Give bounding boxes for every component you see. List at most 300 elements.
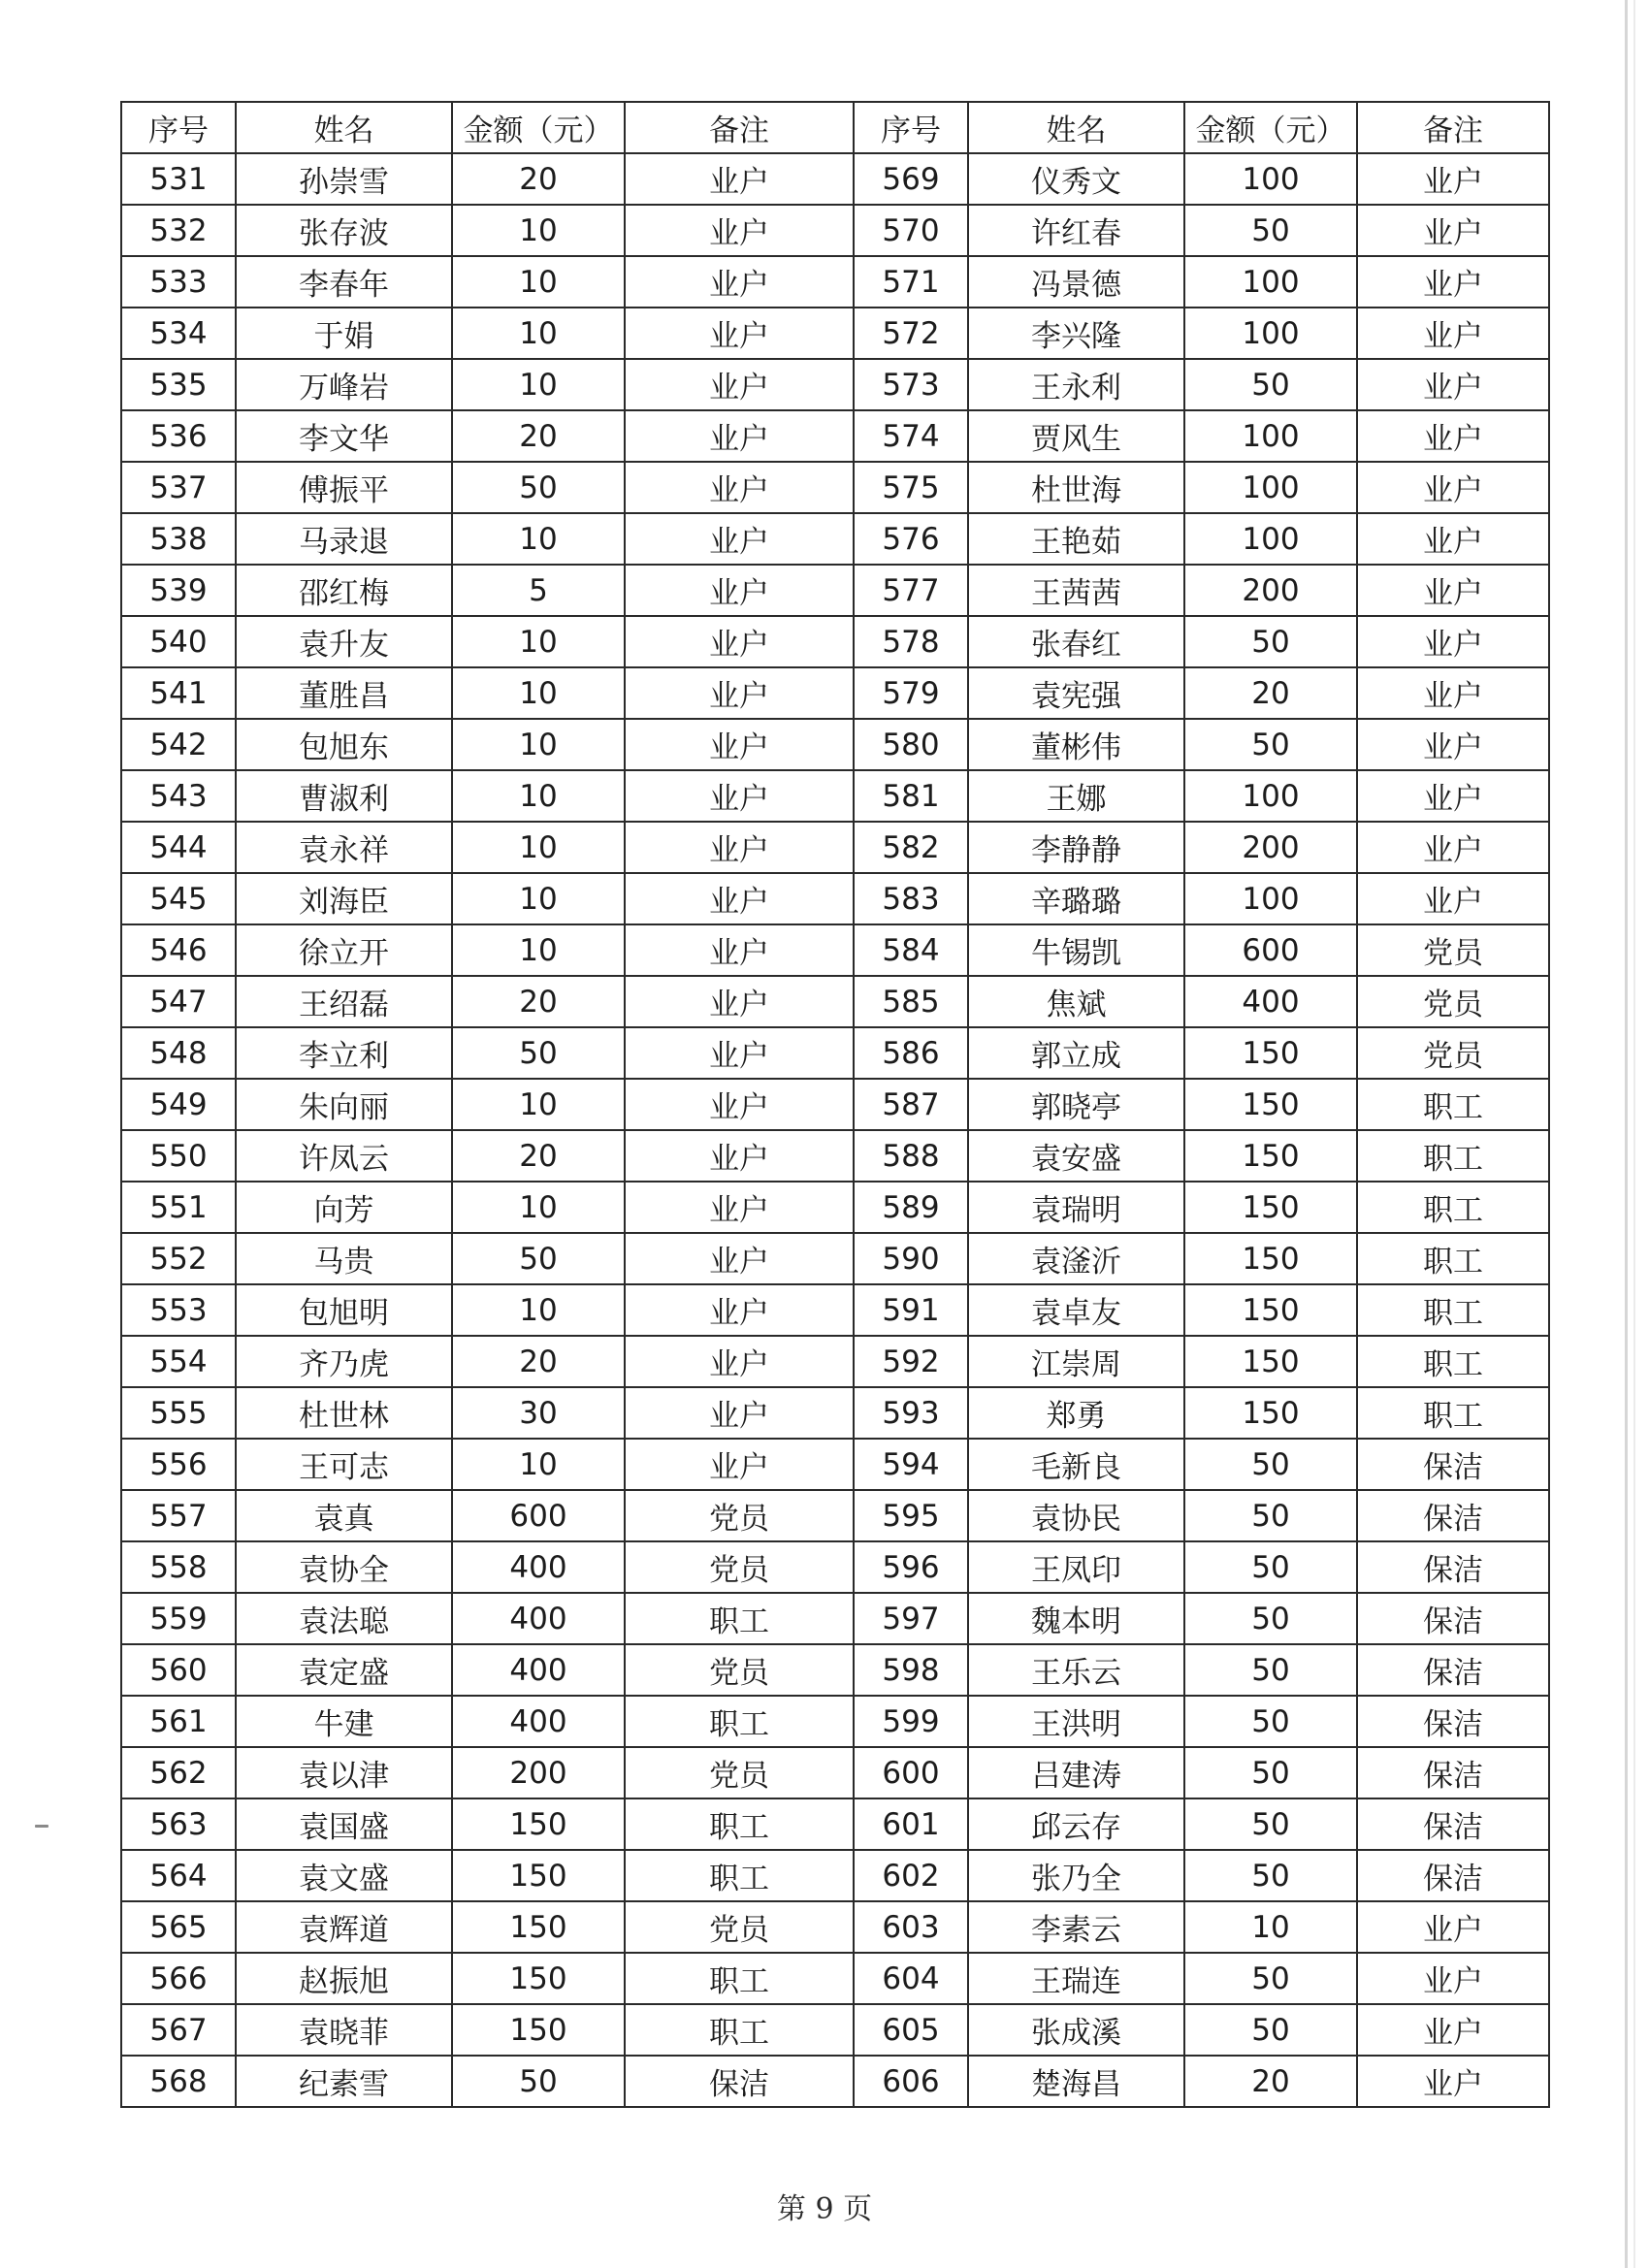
cell-seq-left: 540 — [121, 616, 236, 667]
cell-remark-right: 业户 — [1357, 153, 1549, 205]
header-seq-left: 序号 — [121, 102, 236, 153]
table-row — [121, 822, 1549, 873]
cell-remark-left: 业户 — [625, 1439, 854, 1490]
cell-seq-left: 545 — [121, 873, 236, 924]
cell-name-left: 于娟 — [236, 308, 452, 359]
cell-remark-right: 业户 — [1357, 308, 1549, 359]
cell-remark-right: 业户 — [1357, 770, 1549, 822]
table-row — [121, 1027, 1549, 1079]
cell-remark-right: 保洁 — [1357, 1696, 1549, 1747]
cell-seq-right: 580 — [854, 719, 968, 770]
table-row — [121, 924, 1549, 976]
cell-amount-left: 10 — [452, 873, 625, 924]
cell-amount-left: 50 — [452, 2056, 625, 2107]
cell-amount-right: 150 — [1184, 1079, 1357, 1130]
cell-seq-right: 573 — [854, 359, 968, 410]
cell-remark-right: 业户 — [1357, 565, 1549, 616]
cell-amount-right: 100 — [1184, 462, 1357, 513]
cell-seq-left: 531 — [121, 153, 236, 205]
cell-seq-right: 597 — [854, 1593, 968, 1644]
cell-seq-left: 542 — [121, 719, 236, 770]
table-row — [121, 2056, 1549, 2107]
cell-seq-right: 594 — [854, 1439, 968, 1490]
cell-name-left: 包旭明 — [236, 1284, 452, 1336]
cell-remark-right: 保洁 — [1357, 1798, 1549, 1850]
cell-name-right: 贾风生 — [968, 410, 1184, 462]
cell-amount-left: 10 — [452, 770, 625, 822]
cell-remark-left: 业户 — [625, 1130, 854, 1182]
cell-amount-left: 10 — [452, 1439, 625, 1490]
cell-amount-left: 10 — [452, 1284, 625, 1336]
cell-remark-left: 业户 — [625, 153, 854, 205]
table-row — [121, 1079, 1549, 1130]
cell-amount-right: 100 — [1184, 308, 1357, 359]
cell-remark-right: 业户 — [1357, 822, 1549, 873]
cell-amount-left: 400 — [452, 1541, 625, 1593]
cell-remark-left: 业户 — [625, 1284, 854, 1336]
table-row — [121, 410, 1549, 462]
cell-seq-right: 592 — [854, 1336, 968, 1387]
table-row — [121, 1850, 1549, 1901]
cell-amount-right: 150 — [1184, 1284, 1357, 1336]
table-row — [121, 976, 1549, 1027]
cell-amount-right: 100 — [1184, 513, 1357, 565]
cell-seq-right: 598 — [854, 1644, 968, 1696]
table-row — [121, 359, 1549, 410]
cell-seq-right: 588 — [854, 1130, 968, 1182]
cell-remark-left: 业户 — [625, 770, 854, 822]
cell-name-left: 牛建 — [236, 1696, 452, 1747]
cell-name-left: 邵红梅 — [236, 565, 452, 616]
cell-remark-left: 职工 — [625, 1850, 854, 1901]
cell-remark-left: 业户 — [625, 513, 854, 565]
cell-name-left: 向芳 — [236, 1182, 452, 1233]
cell-seq-left: 547 — [121, 976, 236, 1027]
cell-name-right: 王娜 — [968, 770, 1184, 822]
cell-name-left: 赵振旭 — [236, 1953, 452, 2004]
cell-remark-left: 职工 — [625, 1953, 854, 2004]
cell-seq-left: 560 — [121, 1644, 236, 1696]
cell-remark-right: 保洁 — [1357, 1490, 1549, 1541]
table-row — [121, 1284, 1549, 1336]
cell-name-right: 王永利 — [968, 359, 1184, 410]
cell-amount-right: 20 — [1184, 2056, 1357, 2107]
cell-seq-left: 568 — [121, 2056, 236, 2107]
cell-amount-right: 50 — [1184, 1953, 1357, 2004]
cell-seq-left: 539 — [121, 565, 236, 616]
cell-amount-left: 600 — [452, 1490, 625, 1541]
cell-remark-left: 业户 — [625, 308, 854, 359]
cell-amount-right: 50 — [1184, 1798, 1357, 1850]
scan-mark — [35, 1825, 48, 1828]
cell-name-right: 李素云 — [968, 1901, 1184, 1953]
cell-remark-right: 职工 — [1357, 1387, 1549, 1439]
table-row — [121, 1747, 1549, 1798]
cell-seq-right: 572 — [854, 308, 968, 359]
cell-seq-left: 559 — [121, 1593, 236, 1644]
cell-name-left: 袁真 — [236, 1490, 452, 1541]
cell-remark-left: 党员 — [625, 1644, 854, 1696]
cell-name-left: 傅振平 — [236, 462, 452, 513]
cell-name-right: 张乃全 — [968, 1850, 1184, 1901]
cell-seq-right: 578 — [854, 616, 968, 667]
table-row — [121, 1644, 1549, 1696]
cell-seq-left: 544 — [121, 822, 236, 873]
header-remark-right: 备注 — [1357, 102, 1549, 153]
cell-amount-right: 50 — [1184, 2004, 1357, 2056]
cell-seq-left: 534 — [121, 308, 236, 359]
cell-amount-right: 150 — [1184, 1130, 1357, 1182]
cell-name-right: 郑勇 — [968, 1387, 1184, 1439]
cell-amount-right: 150 — [1184, 1336, 1357, 1387]
table-row — [121, 1593, 1549, 1644]
cell-name-left: 袁永祥 — [236, 822, 452, 873]
cell-name-left: 袁辉道 — [236, 1901, 452, 1953]
header-seq-right: 序号 — [854, 102, 968, 153]
cell-amount-right: 200 — [1184, 565, 1357, 616]
cell-name-right: 李兴隆 — [968, 308, 1184, 359]
cell-amount-left: 150 — [452, 1798, 625, 1850]
cell-name-right: 邱云存 — [968, 1798, 1184, 1850]
cell-seq-left: 555 — [121, 1387, 236, 1439]
cell-remark-right: 保洁 — [1357, 1593, 1549, 1644]
cell-remark-right: 职工 — [1357, 1130, 1549, 1182]
cell-remark-left: 党员 — [625, 1490, 854, 1541]
cell-amount-left: 200 — [452, 1747, 625, 1798]
cell-seq-left: 551 — [121, 1182, 236, 1233]
table-row — [121, 1798, 1549, 1850]
cell-name-left: 张存波 — [236, 205, 452, 256]
cell-name-right: 仪秀文 — [968, 153, 1184, 205]
cell-seq-left: 566 — [121, 1953, 236, 2004]
cell-remark-right: 党员 — [1357, 924, 1549, 976]
cell-amount-right: 50 — [1184, 1593, 1357, 1644]
cell-amount-right: 100 — [1184, 770, 1357, 822]
cell-amount-right: 50 — [1184, 1439, 1357, 1490]
table-row — [121, 2004, 1549, 2056]
cell-amount-left: 10 — [452, 616, 625, 667]
cell-name-left: 许凤云 — [236, 1130, 452, 1182]
cell-amount-left: 20 — [452, 410, 625, 462]
cell-remark-left: 党员 — [625, 1747, 854, 1798]
cell-seq-left: 550 — [121, 1130, 236, 1182]
cell-amount-left: 10 — [452, 256, 625, 308]
cell-remark-right: 保洁 — [1357, 1747, 1549, 1798]
cell-name-left: 袁升友 — [236, 616, 452, 667]
cell-remark-left: 党员 — [625, 1541, 854, 1593]
cell-remark-left: 业户 — [625, 256, 854, 308]
table-row — [121, 1130, 1549, 1182]
cell-seq-left: 543 — [121, 770, 236, 822]
cell-name-right: 张春红 — [968, 616, 1184, 667]
cell-remark-left: 保洁 — [625, 2056, 854, 2107]
cell-amount-right: 100 — [1184, 410, 1357, 462]
cell-remark-left: 业户 — [625, 1182, 854, 1233]
cell-amount-right: 50 — [1184, 616, 1357, 667]
cell-amount-right: 50 — [1184, 1747, 1357, 1798]
cell-name-right: 袁瑞明 — [968, 1182, 1184, 1233]
cell-seq-right: 576 — [854, 513, 968, 565]
cell-remark-right: 业户 — [1357, 256, 1549, 308]
cell-amount-right: 50 — [1184, 1541, 1357, 1593]
header-name-left: 姓名 — [236, 102, 452, 153]
cell-name-right: 袁宪强 — [968, 667, 1184, 719]
table-row — [121, 1233, 1549, 1284]
donation-table — [120, 101, 1550, 2108]
cell-remark-left: 业户 — [625, 1027, 854, 1079]
cell-name-right: 吕建涛 — [968, 1747, 1184, 1798]
cell-seq-right: 604 — [854, 1953, 968, 2004]
cell-amount-left: 50 — [452, 462, 625, 513]
cell-remark-right: 业户 — [1357, 462, 1549, 513]
cell-amount-left: 400 — [452, 1593, 625, 1644]
cell-name-left: 马录退 — [236, 513, 452, 565]
table-row — [121, 770, 1549, 822]
cell-name-right: 毛新良 — [968, 1439, 1184, 1490]
cell-name-left: 刘海臣 — [236, 873, 452, 924]
header-name-right: 姓名 — [968, 102, 1184, 153]
cell-name-left: 万峰岩 — [236, 359, 452, 410]
cell-remark-right: 业户 — [1357, 719, 1549, 770]
cell-seq-right: 583 — [854, 873, 968, 924]
cell-amount-left: 150 — [452, 1850, 625, 1901]
cell-name-right: 江崇周 — [968, 1336, 1184, 1387]
cell-seq-left: 557 — [121, 1490, 236, 1541]
cell-remark-right: 党员 — [1357, 1027, 1549, 1079]
cell-seq-right: 591 — [854, 1284, 968, 1336]
table-row — [121, 513, 1549, 565]
cell-seq-right: 571 — [854, 256, 968, 308]
cell-remark-left: 业户 — [625, 616, 854, 667]
cell-amount-left: 150 — [452, 1901, 625, 1953]
cell-seq-right: 606 — [854, 2056, 968, 2107]
cell-remark-right: 职工 — [1357, 1284, 1549, 1336]
cell-name-left: 李文华 — [236, 410, 452, 462]
table-row — [121, 1901, 1549, 1953]
cell-remark-left: 职工 — [625, 1593, 854, 1644]
cell-seq-left: 535 — [121, 359, 236, 410]
cell-name-right: 焦斌 — [968, 976, 1184, 1027]
cell-name-right: 袁滏沂 — [968, 1233, 1184, 1284]
table-row — [121, 1336, 1549, 1387]
table-row — [121, 719, 1549, 770]
cell-name-left: 袁文盛 — [236, 1850, 452, 1901]
cell-seq-left: 562 — [121, 1747, 236, 1798]
cell-seq-left: 552 — [121, 1233, 236, 1284]
cell-remark-right: 保洁 — [1357, 1850, 1549, 1901]
cell-name-left: 朱向丽 — [236, 1079, 452, 1130]
cell-seq-right: 605 — [854, 2004, 968, 2056]
cell-amount-right: 50 — [1184, 1490, 1357, 1541]
cell-name-right: 王洪明 — [968, 1696, 1184, 1747]
cell-seq-right: 590 — [854, 1233, 968, 1284]
cell-remark-right: 职工 — [1357, 1233, 1549, 1284]
table-row — [121, 616, 1549, 667]
cell-amount-left: 5 — [452, 565, 625, 616]
cell-name-left: 包旭东 — [236, 719, 452, 770]
cell-name-left: 马贵 — [236, 1233, 452, 1284]
cell-seq-right: 595 — [854, 1490, 968, 1541]
cell-remark-right: 业户 — [1357, 2004, 1549, 2056]
table-row — [121, 1696, 1549, 1747]
cell-remark-left: 业户 — [625, 924, 854, 976]
cell-name-left: 袁法聪 — [236, 1593, 452, 1644]
cell-amount-right: 50 — [1184, 359, 1357, 410]
cell-remark-right: 业户 — [1357, 1901, 1549, 1953]
cell-name-left: 杜世林 — [236, 1387, 452, 1439]
cell-amount-left: 20 — [452, 1336, 625, 1387]
page-number: 第 9 页 — [776, 2192, 873, 2226]
cell-seq-right: 599 — [854, 1696, 968, 1747]
cell-name-right: 王茜茜 — [968, 565, 1184, 616]
page-edge-shadow — [1633, 0, 1635, 2268]
cell-seq-right: 600 — [854, 1747, 968, 1798]
header-amount-right: 金额（元） — [1184, 102, 1357, 153]
cell-amount-right: 100 — [1184, 256, 1357, 308]
cell-amount-right: 50 — [1184, 719, 1357, 770]
cell-amount-left: 10 — [452, 308, 625, 359]
cell-amount-left: 10 — [452, 513, 625, 565]
cell-amount-right: 100 — [1184, 873, 1357, 924]
cell-seq-right: 577 — [854, 565, 968, 616]
cell-name-right: 袁安盛 — [968, 1130, 1184, 1182]
cell-amount-right: 150 — [1184, 1027, 1357, 1079]
table-row — [121, 1182, 1549, 1233]
cell-name-left: 齐乃虎 — [236, 1336, 452, 1387]
cell-seq-right: 574 — [854, 410, 968, 462]
cell-remark-right: 业户 — [1357, 2056, 1549, 2107]
cell-name-left: 袁协全 — [236, 1541, 452, 1593]
cell-remark-right: 业户 — [1357, 410, 1549, 462]
cell-name-right: 许红春 — [968, 205, 1184, 256]
cell-amount-left: 400 — [452, 1644, 625, 1696]
table-row — [121, 1387, 1549, 1439]
cell-name-right: 王乐云 — [968, 1644, 1184, 1696]
cell-name-right: 王艳茹 — [968, 513, 1184, 565]
table-header-row — [121, 102, 1549, 153]
cell-name-left: 袁定盛 — [236, 1644, 452, 1696]
cell-name-right: 郭立成 — [968, 1027, 1184, 1079]
cell-remark-right: 党员 — [1357, 976, 1549, 1027]
cell-seq-left: 537 — [121, 462, 236, 513]
cell-seq-right: 585 — [854, 976, 968, 1027]
cell-amount-right: 50 — [1184, 205, 1357, 256]
cell-seq-left: 567 — [121, 2004, 236, 2056]
cell-amount-right: 20 — [1184, 667, 1357, 719]
cell-seq-right: 589 — [854, 1182, 968, 1233]
cell-remark-left: 党员 — [625, 1901, 854, 1953]
cell-seq-left: 564 — [121, 1850, 236, 1901]
cell-amount-left: 50 — [452, 1027, 625, 1079]
cell-seq-left: 565 — [121, 1901, 236, 1953]
table-row — [121, 1490, 1549, 1541]
cell-name-left: 王绍磊 — [236, 976, 452, 1027]
cell-name-left: 曹淑利 — [236, 770, 452, 822]
cell-amount-left: 20 — [452, 976, 625, 1027]
table-row — [121, 565, 1549, 616]
cell-seq-left: 541 — [121, 667, 236, 719]
cell-amount-right: 200 — [1184, 822, 1357, 873]
cell-seq-right: 603 — [854, 1901, 968, 1953]
cell-name-left: 李立利 — [236, 1027, 452, 1079]
cell-seq-left: 553 — [121, 1284, 236, 1336]
cell-name-right: 魏本明 — [968, 1593, 1184, 1644]
cell-name-left: 王可志 — [236, 1439, 452, 1490]
cell-amount-left: 10 — [452, 1182, 625, 1233]
table-row — [121, 873, 1549, 924]
cell-amount-right: 10 — [1184, 1901, 1357, 1953]
cell-amount-left: 10 — [452, 924, 625, 976]
cell-remark-left: 业户 — [625, 205, 854, 256]
cell-seq-left: 558 — [121, 1541, 236, 1593]
cell-name-left: 袁晓菲 — [236, 2004, 452, 2056]
cell-name-right: 王凤印 — [968, 1541, 1184, 1593]
cell-name-right: 张成溪 — [968, 2004, 1184, 2056]
table-row — [121, 308, 1549, 359]
cell-seq-left: 546 — [121, 924, 236, 976]
cell-name-left: 袁以津 — [236, 1747, 452, 1798]
cell-remark-right: 业户 — [1357, 667, 1549, 719]
table-row — [121, 1541, 1549, 1593]
cell-remark-right: 保洁 — [1357, 1541, 1549, 1593]
cell-remark-left: 业户 — [625, 1336, 854, 1387]
cell-seq-right: 601 — [854, 1798, 968, 1850]
cell-amount-left: 50 — [452, 1233, 625, 1284]
cell-seq-left: 549 — [121, 1079, 236, 1130]
cell-amount-left: 10 — [452, 205, 625, 256]
cell-amount-left: 150 — [452, 2004, 625, 2056]
cell-name-right: 董彬伟 — [968, 719, 1184, 770]
table-row — [121, 153, 1549, 205]
page-edge — [1625, 0, 1628, 2268]
cell-remark-left: 职工 — [625, 1798, 854, 1850]
cell-amount-right: 100 — [1184, 153, 1357, 205]
cell-remark-right: 业户 — [1357, 1953, 1549, 2004]
cell-seq-left: 556 — [121, 1439, 236, 1490]
cell-seq-right: 575 — [854, 462, 968, 513]
cell-name-left: 董胜昌 — [236, 667, 452, 719]
cell-seq-right: 602 — [854, 1850, 968, 1901]
cell-remark-left: 职工 — [625, 1696, 854, 1747]
cell-name-right: 牛锡凯 — [968, 924, 1184, 976]
cell-remark-right: 业户 — [1357, 873, 1549, 924]
cell-amount-right: 50 — [1184, 1850, 1357, 1901]
cell-name-left: 徐立开 — [236, 924, 452, 976]
cell-seq-left: 563 — [121, 1798, 236, 1850]
cell-remark-left: 业户 — [625, 359, 854, 410]
cell-seq-left: 532 — [121, 205, 236, 256]
cell-name-right: 袁协民 — [968, 1490, 1184, 1541]
cell-amount-left: 10 — [452, 719, 625, 770]
cell-remark-left: 业户 — [625, 873, 854, 924]
cell-amount-left: 10 — [452, 822, 625, 873]
cell-remark-left: 业户 — [625, 1387, 854, 1439]
cell-seq-right: 587 — [854, 1079, 968, 1130]
cell-remark-left: 业户 — [625, 1079, 854, 1130]
table-row — [121, 667, 1549, 719]
cell-amount-right: 400 — [1184, 976, 1357, 1027]
cell-amount-left: 20 — [452, 153, 625, 205]
cell-name-right: 楚海昌 — [968, 2056, 1184, 2107]
cell-remark-left: 业户 — [625, 565, 854, 616]
cell-remark-right: 保洁 — [1357, 1644, 1549, 1696]
cell-seq-left: 538 — [121, 513, 236, 565]
cell-remark-left: 业户 — [625, 667, 854, 719]
cell-amount-left: 10 — [452, 667, 625, 719]
cell-name-right: 李静静 — [968, 822, 1184, 873]
cell-seq-right: 569 — [854, 153, 968, 205]
cell-remark-left: 业户 — [625, 1233, 854, 1284]
